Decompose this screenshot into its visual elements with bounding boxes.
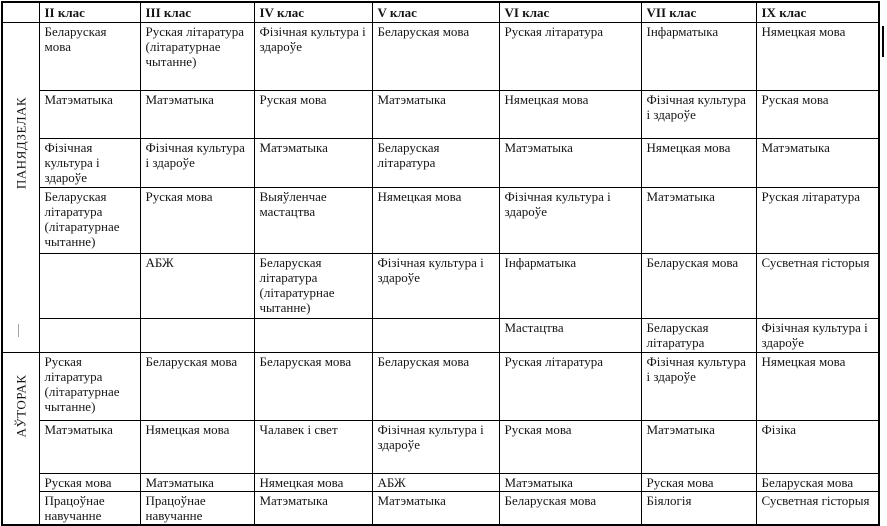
lesson-cell: Чалавек і свет [254,420,372,473]
lesson-cell: Беларуская мова [756,473,879,491]
lesson-cell [39,253,140,318]
schedule-row [2,138,879,187]
lesson-cell: Сусветная гісторыя [756,491,879,525]
lesson-cell [140,318,254,352]
lesson-cell: Сусветная гісторыя [756,253,879,318]
lesson-cell: Фізічная культура і здароўе [641,352,756,420]
schedule-row [2,253,879,318]
lesson-cell: Руская літаратура [756,187,879,253]
lesson-cell: Беларуская мова [372,22,499,90]
schedule-row [2,22,879,90]
lesson-cell: Беларуская мова [140,352,254,420]
lesson-cell [372,318,499,352]
schedule-row [2,90,879,138]
schedule-row [2,187,879,253]
lesson-cell: Фізічная культура і здароўе [372,420,499,473]
lesson-cell: Руская мова [756,90,879,138]
schedule-table [1,1,880,526]
lesson-cell: Беларуская літаратура [641,318,756,352]
lesson-cell: Працоўнае навучанне [39,491,140,525]
lesson-cell: Нямецкая мова [499,90,641,138]
day-cell-tuesday [2,352,39,525]
lesson-cell: Фізічная культура і здароўе [499,187,641,253]
col-header-class-4: IV клас [254,2,372,22]
schedule-row [2,318,879,352]
lesson-cell: Мастацтва [499,318,641,352]
col-header-class-2: II клас [39,2,140,22]
lesson-cell: Матэматыка [39,420,140,473]
lesson-cell: Матэматыка [372,491,499,525]
lesson-cell: Нямецкая мова [641,138,756,187]
lesson-cell: Матэматыка [499,138,641,187]
lesson-cell [39,318,140,352]
schedule-row [2,491,879,525]
lesson-cell: Беларуская мова [641,253,756,318]
lesson-cell: Матэматыка [254,138,372,187]
day-label-tuesday: АЎТОРАК [13,374,29,437]
lesson-cell: Руская літаратура [499,352,641,420]
lesson-cell: Нямецкая мова [756,22,879,90]
lesson-cell: Інфарматыка [499,253,641,318]
lesson-cell: Матэматыка [372,90,499,138]
lesson-cell: Фізічная культура і здароўе [254,22,372,90]
lesson-cell: Матэматыка [641,420,756,473]
lesson-cell: Фізічная культура і здароўе [372,253,499,318]
lesson-cell: Руская мова [140,187,254,253]
col-header-class-3: III клас [140,2,254,22]
day-label-monday: ПАНЯДЗЕЛАК [13,96,29,189]
lesson-cell: Руская літаратура [499,22,641,90]
lesson-cell: Фізічная культура і здароўе [140,138,254,187]
lesson-cell: Выяўленчае мастацтва [254,187,372,253]
lesson-cell: Беларуская мова [372,352,499,420]
lesson-cell: Фізічная культура і здароўе [756,318,879,352]
lesson-cell: АБЖ [140,253,254,318]
header-row [2,2,879,22]
col-header-class-5: V клас [372,2,499,22]
lesson-cell: Матэматыка [756,138,879,187]
lesson-cell: Матэматыка [641,187,756,253]
lesson-cell: Руская літаратура (літаратурнае чытанне) [140,22,254,90]
col-header-class-7: VII клас [641,2,756,22]
lesson-cell: Матэматыка [140,90,254,138]
lesson-cell: Фізіка [756,420,879,473]
lesson-cell: Беларуская мова [254,352,372,420]
schedule-row [2,352,879,420]
lesson-cell: АБЖ [372,473,499,491]
lesson-cell: Руская мова [641,473,756,491]
lesson-cell: Матэматыка [140,473,254,491]
lesson-cell: Беларуская мова [499,491,641,525]
lesson-cell: Нямецкая мова [140,420,254,473]
lesson-cell [254,318,372,352]
schedule-row [2,473,879,491]
corner-cell [2,2,39,22]
lesson-cell: Беларуская літаратура [372,138,499,187]
stray-border-mark [882,26,884,57]
lesson-cell: Працоўнае навучанне [140,491,254,525]
lesson-cell: Руская літаратура (літаратурнае чытанне) [39,352,140,420]
lesson-cell: Руская мова [254,90,372,138]
lesson-cell: Нямецкая мова [372,187,499,253]
schedule-row [2,420,879,473]
lesson-cell: Беларуская літаратура (літаратурнае чытанне) [254,253,372,318]
lesson-cell: Фізічная культура і здароўе [641,90,756,138]
lesson-cell: Руская мова [499,420,641,473]
lesson-cell: Матэматыка [39,90,140,138]
tick-mark: | [17,321,21,338]
lesson-cell: Матэматыка [254,491,372,525]
lesson-cell: Беларуская мова [39,22,140,90]
lesson-cell: Інфарматыка [641,22,756,90]
lesson-cell: Руская мова [39,473,140,491]
lesson-cell: Матэматыка [499,473,641,491]
lesson-cell: Беларуская літаратура (літаратурнае чытанне) [39,187,140,253]
lesson-cell: Нямецкая мова [756,352,879,420]
col-header-class-6: VI клас [499,2,641,22]
day-cell-monday [2,22,39,352]
lesson-cell: Фізічная культура і здароўе [39,138,140,187]
col-header-class-9: IX клас [756,2,879,22]
lesson-cell: Нямецкая мова [254,473,372,491]
lesson-cell: Біялогія [641,491,756,525]
